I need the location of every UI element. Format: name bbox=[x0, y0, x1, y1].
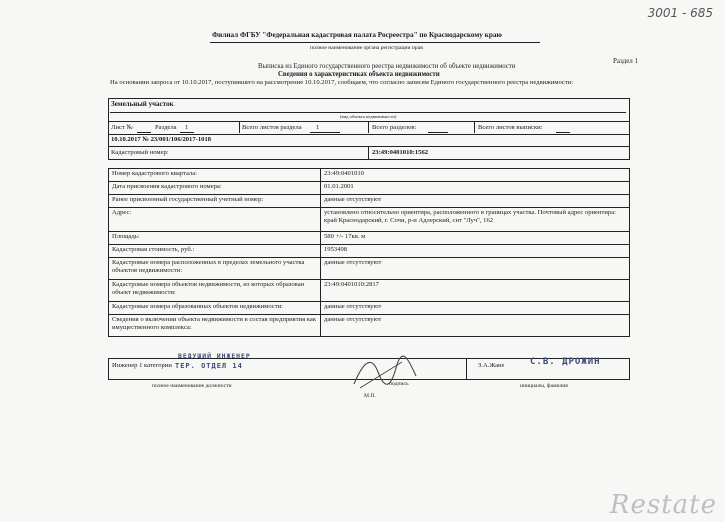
section-label: Раздел 1 bbox=[613, 57, 639, 65]
prop-value: 23:49:0401010 bbox=[321, 169, 630, 182]
handwritten-corner-note: 3001 - 685 bbox=[647, 6, 713, 20]
section-num-label: Раздела bbox=[155, 124, 177, 131]
total-sheets-section-value: 1 bbox=[316, 124, 320, 131]
table-row bbox=[109, 182, 630, 195]
prop-key: Номер кадастрового квартала: bbox=[109, 169, 321, 182]
agency-sub: полное наименование органа регистрации прав bbox=[310, 45, 423, 51]
signer-name: З.А.Жане bbox=[478, 362, 505, 369]
object-type: Земельный участок bbox=[111, 100, 174, 108]
name-sub: инициалы, фамилия bbox=[520, 383, 568, 389]
prop-value: 580 +/- 17кв. м bbox=[321, 232, 630, 245]
cadastral-label: Кадастровый номер: bbox=[111, 149, 169, 156]
table-row bbox=[109, 208, 630, 232]
date-number: 10.10.2017 № 23/001/106/2017-1018 bbox=[111, 136, 212, 143]
prop-key: Площадь: bbox=[109, 232, 321, 245]
prop-key: Кадастровая стоимость, руб.: bbox=[109, 245, 321, 258]
prop-value: установлено относительно ориентира, расположенного в границах участка. Почтовый адрес ориентира: край Краснодарский, г. Сочи, р-н Адлерский, снт "Луч", 162 bbox=[321, 208, 630, 232]
prop-value: данные отсутствуют bbox=[321, 258, 630, 280]
cadastral-value: 23:49:0401010:1562 bbox=[372, 149, 429, 156]
table-row bbox=[109, 315, 630, 337]
table-row bbox=[109, 232, 630, 245]
object-type-sub: (вид объекта недвижимости) bbox=[340, 114, 397, 119]
prop-key: Кадастровые номера образованных объектов недвижимости: bbox=[109, 302, 321, 315]
prop-value: данные отсутствуют bbox=[321, 195, 630, 208]
table-row bbox=[109, 245, 630, 258]
table-row bbox=[109, 195, 630, 208]
prop-value: данные отсутствуют bbox=[321, 302, 630, 315]
prop-key: Кадастровые номера расположенных в пределах земельного участка объектов недвижимости: bbox=[109, 258, 321, 280]
total-sections-label: Всего разделов: bbox=[372, 124, 417, 131]
stamp-place: М.П. bbox=[364, 393, 376, 399]
table-row bbox=[109, 169, 630, 182]
table-row bbox=[109, 258, 630, 280]
position-sub: полное наименование должности bbox=[152, 383, 232, 389]
prop-key: Кадастровые номера объектов недвижимости, из которых образован объект недвижимости: bbox=[109, 280, 321, 302]
prop-key: Адрес: bbox=[109, 208, 321, 232]
prop-key: Ранее присвоенный государственный учетный номер: bbox=[109, 195, 321, 208]
stamp-position-line2: ТЕР. ОТДЕЛ 14 bbox=[175, 362, 243, 370]
prop-value: 1953498 bbox=[321, 245, 630, 258]
table-row bbox=[109, 280, 630, 302]
total-sheets-section-label: Всего листов раздела bbox=[242, 124, 302, 131]
section-num-value: 1 bbox=[185, 124, 189, 131]
table-row bbox=[109, 302, 630, 315]
sheet-label: Лист № bbox=[111, 124, 133, 131]
prop-key: Дата присвоения кадастрового номера: bbox=[109, 182, 321, 195]
prop-value: 01.01.2001 bbox=[321, 182, 630, 195]
properties-table bbox=[108, 168, 630, 337]
prop-key: Сведения о включении объекта недвижимости в состав предприятия как имущественного комплекса: bbox=[109, 315, 321, 337]
intro-text: На основании запроса от 10.10.2017, поступившего на рассмотрение 10.10.2017, сообщаем, что согласно записям Единого государственного реестра недвижимости: bbox=[110, 79, 574, 86]
document-title: Выписка из Единого государственного реестра недвижимости об объекте недвижимости bbox=[258, 63, 516, 70]
stamp-name: С.В. ДРОЖИН bbox=[530, 357, 601, 367]
signature-sub: подпись bbox=[389, 381, 409, 387]
prop-value: данные отсутствуют bbox=[321, 315, 630, 337]
prop-value: 23:49:0401010:2817 bbox=[321, 280, 630, 302]
agency-name: Филиал ФГБУ "Федеральная кадастровая палата Росреестра" по Краснодарскому краю bbox=[212, 31, 502, 39]
signer-position: Инженер 1 категории bbox=[112, 362, 172, 369]
restate-watermark-logo: Restate bbox=[609, 490, 717, 520]
document-subtitle: Сведения о характеристиках объекта недвижимости bbox=[278, 71, 440, 78]
signature-scribble bbox=[350, 350, 420, 392]
stamp-position-line1: ВЕДУЩИЙ ИНЖЕНЕР bbox=[178, 352, 251, 360]
total-sheets-label: Всего листов выписки: bbox=[478, 124, 543, 131]
